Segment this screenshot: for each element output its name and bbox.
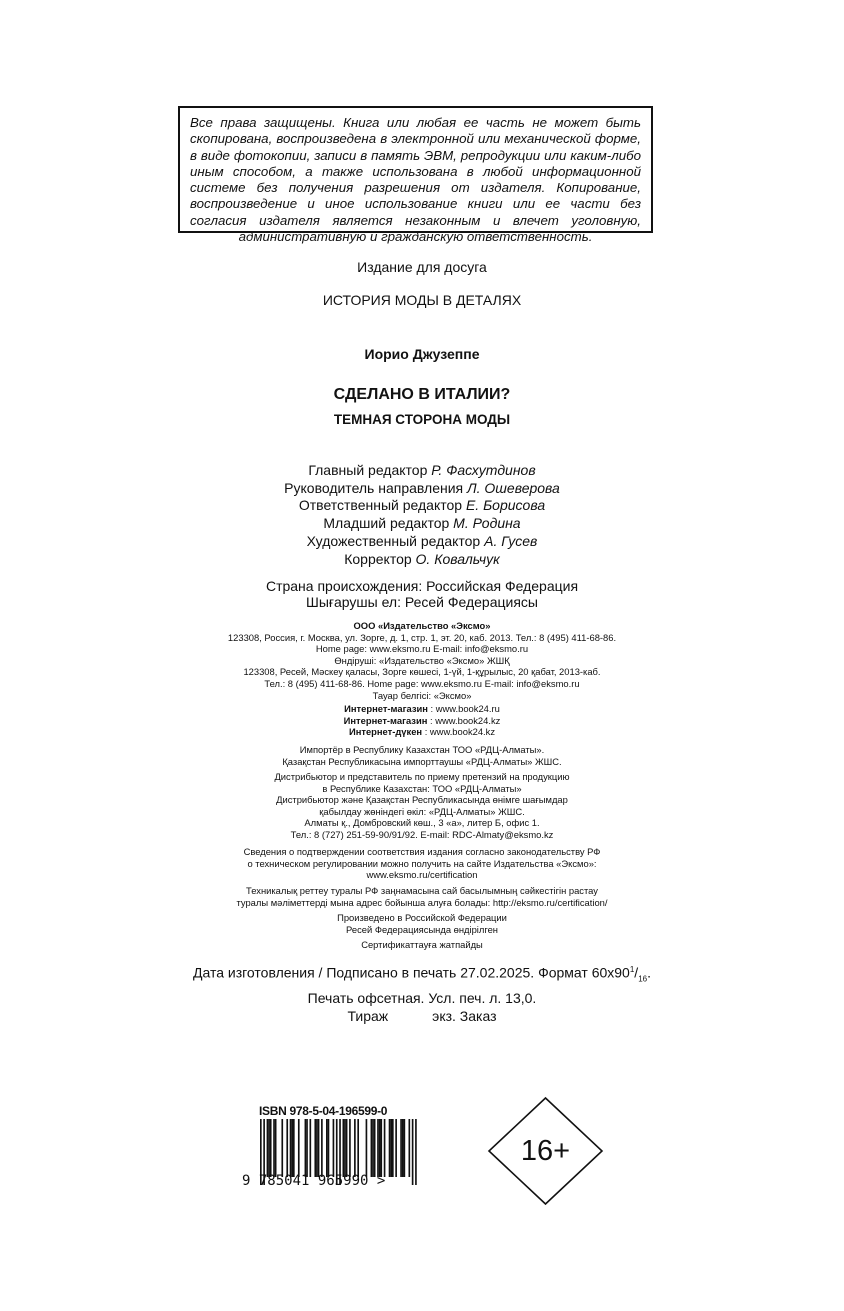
book-title: СДЕЛАНО В ИТАЛИИ? (333, 386, 511, 403)
barcode-bar (374, 1119, 376, 1177)
credits-block (0, 462, 844, 568)
publisher-web: Home page: www.eksmo.ru E-mail: info@eksmo.ru (315, 643, 529, 655)
barcode-bar (273, 1119, 275, 1177)
barcode-bar (270, 1119, 272, 1177)
barcode-bar (281, 1119, 283, 1177)
author-name: Иорио Джузеппе (364, 346, 480, 362)
publisher-kz-name: Өндіруші: «Издательство «Эксмо» ЖШҚ (334, 654, 510, 666)
credit-person: Л. Ошеверова (467, 479, 560, 496)
barcode-bar (344, 1119, 346, 1177)
credit-line (0, 533, 844, 551)
barcode-bar (372, 1119, 374, 1177)
barcode-bar (392, 1119, 394, 1177)
barcode-bar (412, 1119, 414, 1185)
format-slash: / (634, 964, 639, 981)
shop-line (0, 703, 844, 715)
barcode-bar (298, 1119, 300, 1177)
barcode-bar (305, 1119, 307, 1177)
shop-line (0, 726, 844, 738)
barcode-bar (395, 1119, 397, 1177)
shop-label: Интернет-магазин (343, 714, 428, 726)
barcode-bar (379, 1119, 381, 1177)
isbn-barcode (242, 1104, 426, 1189)
produced-line: Ресей Федерациясында өндірілген (346, 923, 498, 935)
certification-line: www.eksmo.ru/certification (366, 869, 478, 881)
distributor-line: Дистрибьютор және Қазақстан Республикасында өнімге шағымдар (276, 794, 568, 806)
print-info-block (0, 961, 844, 1026)
publisher-block (0, 620, 844, 701)
barcode-bar (268, 1119, 270, 1177)
barcode-bar (316, 1119, 318, 1177)
barcode-bar (321, 1119, 323, 1177)
credit-role: Младший редактор (323, 515, 450, 532)
certification-kz-line: Техникалық реттеу туралы РФ заңнамасына сай басылымның сәйкестігін растау (246, 885, 598, 896)
country-block (0, 579, 844, 610)
barcode-bar (349, 1119, 351, 1177)
barcode-bar (346, 1119, 348, 1177)
barcode-bar (291, 1119, 293, 1177)
format-numerator: 1 (629, 965, 635, 974)
barcode-bar (267, 1119, 269, 1177)
importer-block (0, 744, 844, 767)
book-subtitle: ТЕМНАЯ СТОРОНА МОДЫ (333, 412, 511, 427)
barcode-bar (400, 1119, 402, 1177)
credit-line (0, 462, 844, 480)
publisher-name: ООО «Издательство «Эксмо» (353, 620, 491, 631)
shops-block (0, 703, 844, 738)
credit-line (0, 480, 844, 498)
barcode-bar (314, 1119, 316, 1177)
shop-line (0, 715, 844, 727)
certification-kz-line: туралы мәліметтерді мына адрес бойынша алуға болады: http://eksmo.ru/certification/ (236, 896, 608, 908)
certification-block (0, 846, 844, 881)
shop-url: : www.book24.ru (427, 703, 500, 714)
credit-role: Главный редактор (308, 462, 428, 478)
barcode-bar (404, 1119, 406, 1177)
country-line: Страна происхождения: Российская Федерация (265, 578, 579, 594)
barcode-bar (354, 1119, 356, 1177)
produced-line: Произведено в Российской Федерации (337, 912, 507, 923)
barcode-bar (306, 1119, 308, 1177)
barcode-bar (384, 1119, 386, 1177)
certification-line: Сведения о подтверждении соответствия издания согласно законодательству РФ (243, 846, 601, 857)
barcode-bar (328, 1119, 330, 1177)
barcode-bar (286, 1119, 288, 1177)
credit-person: Р. Фасхутдинов (431, 462, 536, 478)
copyright-notice: Все права защищены. Книга или любая ее часть не может быть скопирована, воспроизведена в электронной или механической форме, в виде фотокопии, записи в память ЭВМ, репродукции или каким-либо иным способом, а также использована в любой информационной системе без получения разрешения от издателя. Копирование, воспроизведение и иное использование книги или ее части без согласия издателя является незаконным и влечет уголовную, административную и гражданскую ответственность. (190, 115, 641, 245)
format-denominator: 16 (638, 974, 648, 984)
publisher-kz-address: 123308, Ресей, Мәскеу қаласы, Зорге көшесі, 1-үй, 1-құрылыс, 20 қабат, 2013-каб. (243, 666, 601, 678)
barcode-bar (310, 1119, 312, 1177)
certification-kz-block (0, 885, 844, 908)
shop-label: Интернет-дүкен (348, 726, 423, 738)
credit-role: Художественный редактор (306, 532, 481, 549)
importer-line: Қазақстан Республикасына импорттаушы «РДЦ-Алматы» ЖШС. (282, 755, 562, 767)
distributor-line: Тел.: 8 (727) 251-59-90/91/92. E-mail: RDC-Almaty@eksmo.kz (290, 828, 554, 840)
edition-type: Издание для досуга (357, 259, 487, 275)
barcode-bar (343, 1119, 345, 1177)
barcode-bar (409, 1119, 411, 1177)
barcode-bar (290, 1119, 292, 1177)
barcode-bar (402, 1119, 404, 1177)
barcode-bar (380, 1119, 382, 1177)
shop-url: : www.book24.kz (427, 714, 501, 726)
credit-role: Корректор (344, 550, 412, 567)
distributor-line: в Республике Казахстан: ТОО «РДЦ-Алматы» (322, 782, 522, 794)
distributor-line: қабылдау жөніндегі өкіл: «РДЦ-Алматы» ЖШС. (319, 805, 525, 817)
barcode-bar (357, 1119, 359, 1177)
barcode-bar (326, 1119, 328, 1177)
print-info-line1 (0, 961, 844, 989)
importer-line: Импортёр в Республику Казахстан ТОО «РДЦ-Алматы». (299, 744, 545, 755)
barcode-bar (293, 1119, 295, 1177)
distributor-line: Алматы қ., Домбровский көш., 3 «а», литер Б, офис 1. (304, 817, 540, 829)
country-line: Шығарушы ел: Ресей Федерациясы (305, 593, 538, 610)
credit-role: Ответственный редактор (298, 497, 463, 514)
shop-label: Интернет-магазин (344, 703, 428, 714)
barcode-bar (389, 1119, 391, 1177)
credit-person: А. Гусев (484, 532, 538, 549)
publisher-trademark: Тауар белгісі: «Эксмо» (372, 689, 472, 701)
order-label: экз. Заказ (432, 1008, 497, 1025)
barcode-bar (333, 1119, 335, 1177)
print-info-line3 (0, 1007, 844, 1026)
barcode-bar (390, 1119, 392, 1177)
isbn-label: ISBN 978-5-04-196599-0 (259, 1104, 388, 1118)
print-run-label: Тираж (347, 1008, 389, 1025)
age-rating: 16+ (520, 1134, 571, 1167)
credit-person: М. Родина (453, 515, 521, 532)
cert-exempt: Сертификаттауға жатпайды (361, 939, 483, 950)
barcode-bar (318, 1119, 320, 1177)
barcode-bar (415, 1119, 417, 1185)
barcode-bar (371, 1119, 373, 1177)
publisher-address: 123308, Россия, г. Москва, ул. Зорге, д. 1, стр. 1, эт. 20, каб. 2013. Тел.: 8 (495) 411-68-86. (227, 631, 617, 643)
publisher-kz-contacts: Тел.: 8 (495) 411-68-86. Home page: www.eksmo.ru E-mail: info@eksmo.ru (264, 677, 580, 689)
format-end: . (647, 964, 651, 981)
credit-line (0, 515, 844, 533)
distributor-block (0, 771, 844, 841)
barcode-bar (366, 1119, 368, 1177)
credit-line (0, 497, 844, 515)
certification-line: о техническом регулировании можно получить на сайте Издательства «Эксмо»: (247, 857, 597, 869)
print-info-line2: Печать офсетная. Усл. печ. л. 13,0. (307, 989, 537, 1006)
credit-person: Е. Борисова (465, 497, 546, 514)
credit-role: Руководитель направления (284, 479, 464, 496)
barcode-digits: 9 785041 965990 > (242, 1173, 386, 1189)
credit-person: О. Ковальчук (415, 550, 500, 567)
copyright-box (178, 106, 653, 245)
print-date-format: Дата изготовления / Подписано в печать 27.02.2025. Формат 60x90 (193, 964, 630, 981)
age-rating-badge (487, 1096, 604, 1206)
credit-line (0, 551, 844, 569)
barcode-bar (377, 1119, 379, 1177)
produced-block (0, 912, 844, 935)
shop-url: : www.book24.kz (422, 726, 496, 738)
distributor-line: Дистрибьютор и представитель по приему претензий на продукцию (274, 771, 570, 782)
barcode-bar (275, 1119, 277, 1177)
series-name: ИСТОРИЯ МОДЫ В ДЕТАЛЯХ (322, 292, 522, 308)
